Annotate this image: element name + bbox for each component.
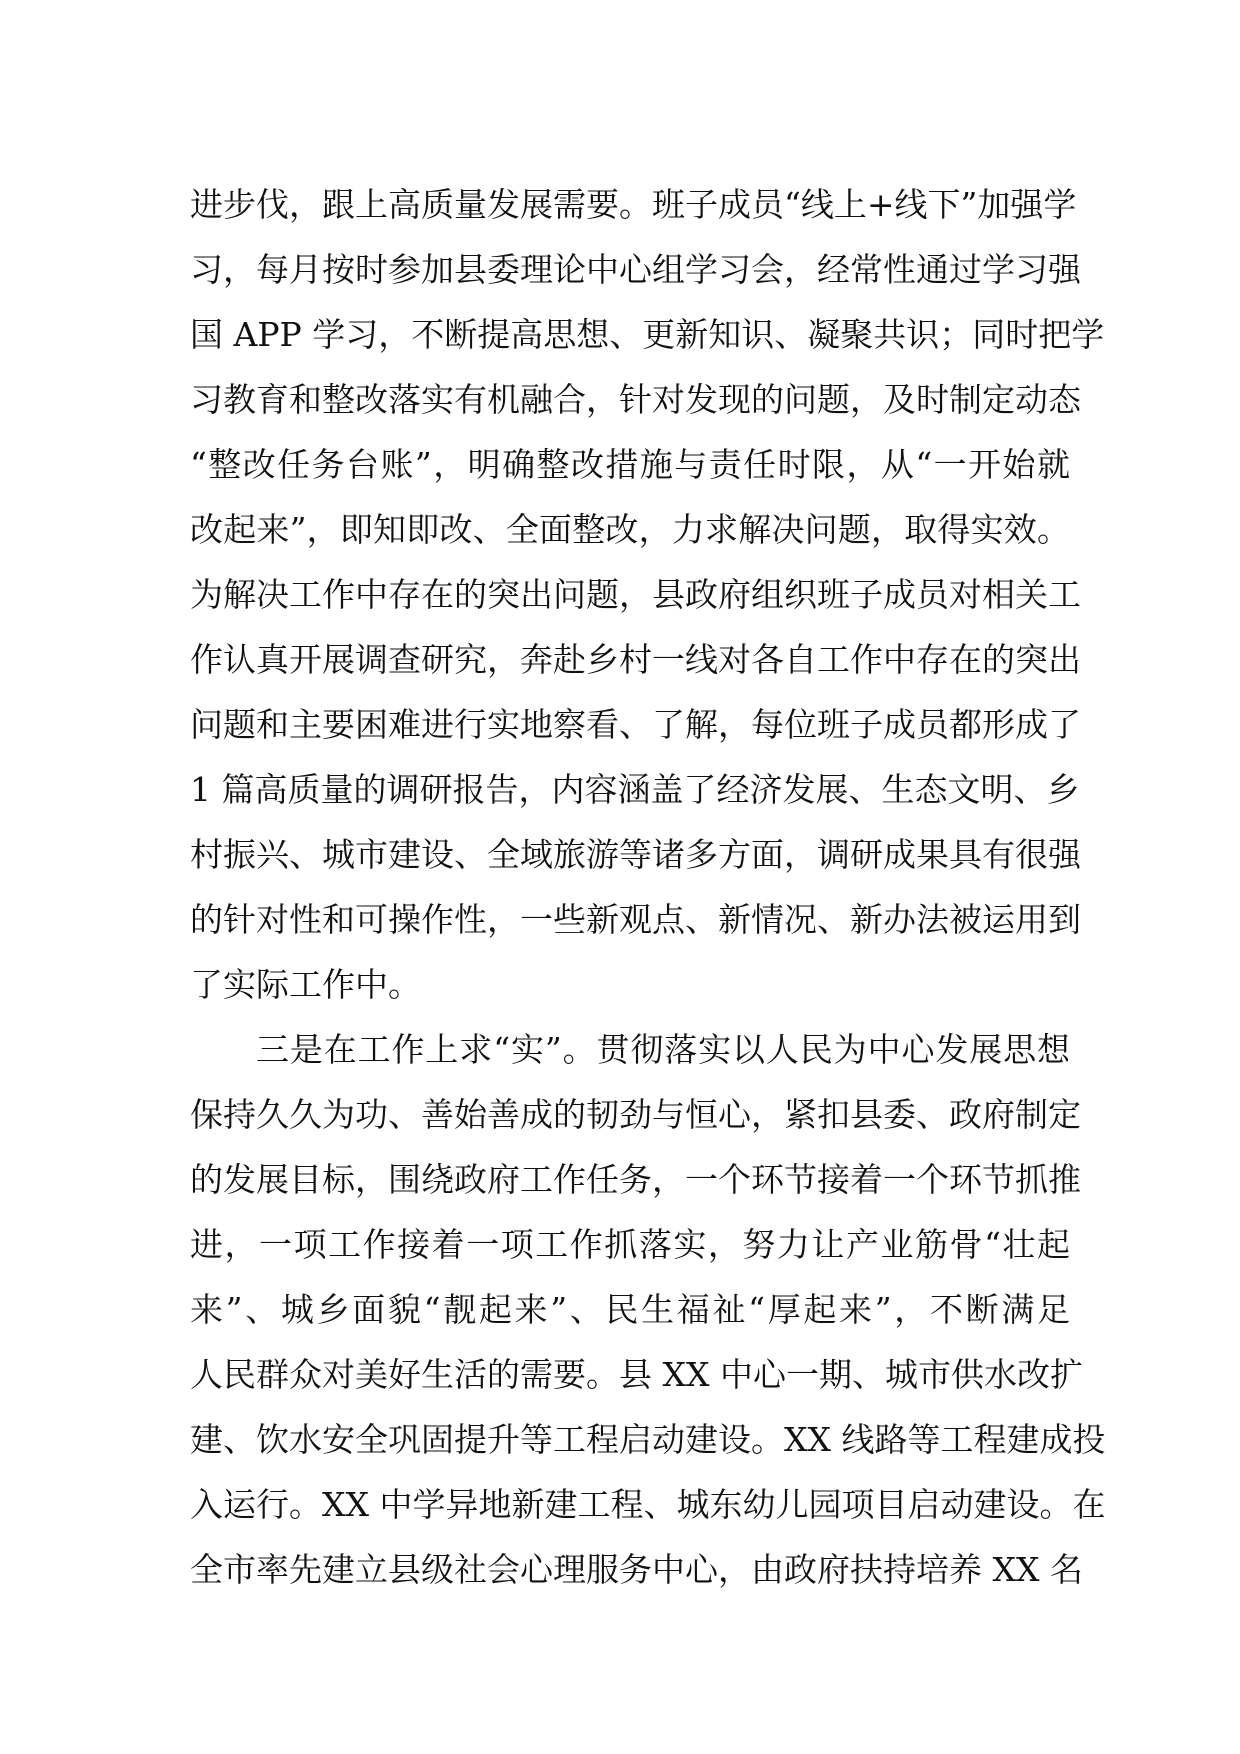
text-line: 入运行。XX 中学异地新建工程、城东幼儿园项目启动建设。在 (190, 1485, 1106, 1524)
text-line: 国 APP 学习，不断提高思想、更新知识、凝聚共识；同时把学 (190, 315, 1105, 354)
paragraph-first-line: 三是在工作上求“实”。贯彻落实以人民为中心发展思想 (256, 1030, 1070, 1069)
body-text (190, 172, 1106, 1602)
text-line: 问题和主要困难进行实地察看、了解，每位班子成员都形成了 (190, 705, 1081, 744)
text-line: 作认真开展调查研究，奔赴乡村一线对各自工作中存在的突出 (190, 640, 1081, 679)
text-line: 的针对性和可操作性，一些新观点、新情况、新办法被运用到 (190, 900, 1081, 939)
text-line: 村振兴、城市建设、全域旅游等诸多方面，调研成果具有很强 (190, 835, 1081, 874)
text-line: 保持久久为功、善始善成的韧劲与恒心，紧扣县委、政府制定 (190, 1095, 1081, 1134)
text-line: “整改任务台账”，明确整改措施与责任时限，从“一开始就 (190, 445, 1070, 484)
text-line: 建、饮水安全巩固提升等工程启动建设。XX 线路等工程建成投 (190, 1420, 1106, 1459)
text-line: 习，每月按时参加县委理论中心组学习会，经常性通过学习强 (190, 250, 1081, 289)
text-line: 来”、城乡面貌“靓起来”、民生福祉“厚起来”，不断满足 (190, 1290, 1070, 1329)
paragraph-end-line: 了实际工作中。 (190, 965, 421, 1004)
text-line: 的发展目标，围绕政府工作任务，一个环节接着一个环节抓推 (190, 1160, 1081, 1199)
text-line: 人民群众对美好生活的需要。县 XX 中心一期、城市供水改扩 (190, 1355, 1083, 1394)
text-line: 进步伐，跟上高质量发展需要。班子成员“线上+线下”加强学 (190, 185, 1077, 224)
text-line: 习教育和整改落实有机融合，针对发现的问题，及时制定动态 (190, 380, 1081, 419)
text-line: 1 篇高质量的调研报告，内容涵盖了经济发展、生态文明、乡 (190, 770, 1080, 809)
text-line: 进，一项工作接着一项工作抓落实，努力让产业筋骨“壮起 (190, 1225, 1070, 1264)
text-line: 为解决工作中存在的突出问题，县政府组织班子成员对相关工 (190, 575, 1081, 614)
text-line: 改起来”，即知即改、全面整改，力求解决问题，取得实效。 (190, 510, 1070, 549)
text-line: 全市率先建立县级社会心理服务中心，由政府扶持培养 XX 名 (190, 1550, 1083, 1589)
